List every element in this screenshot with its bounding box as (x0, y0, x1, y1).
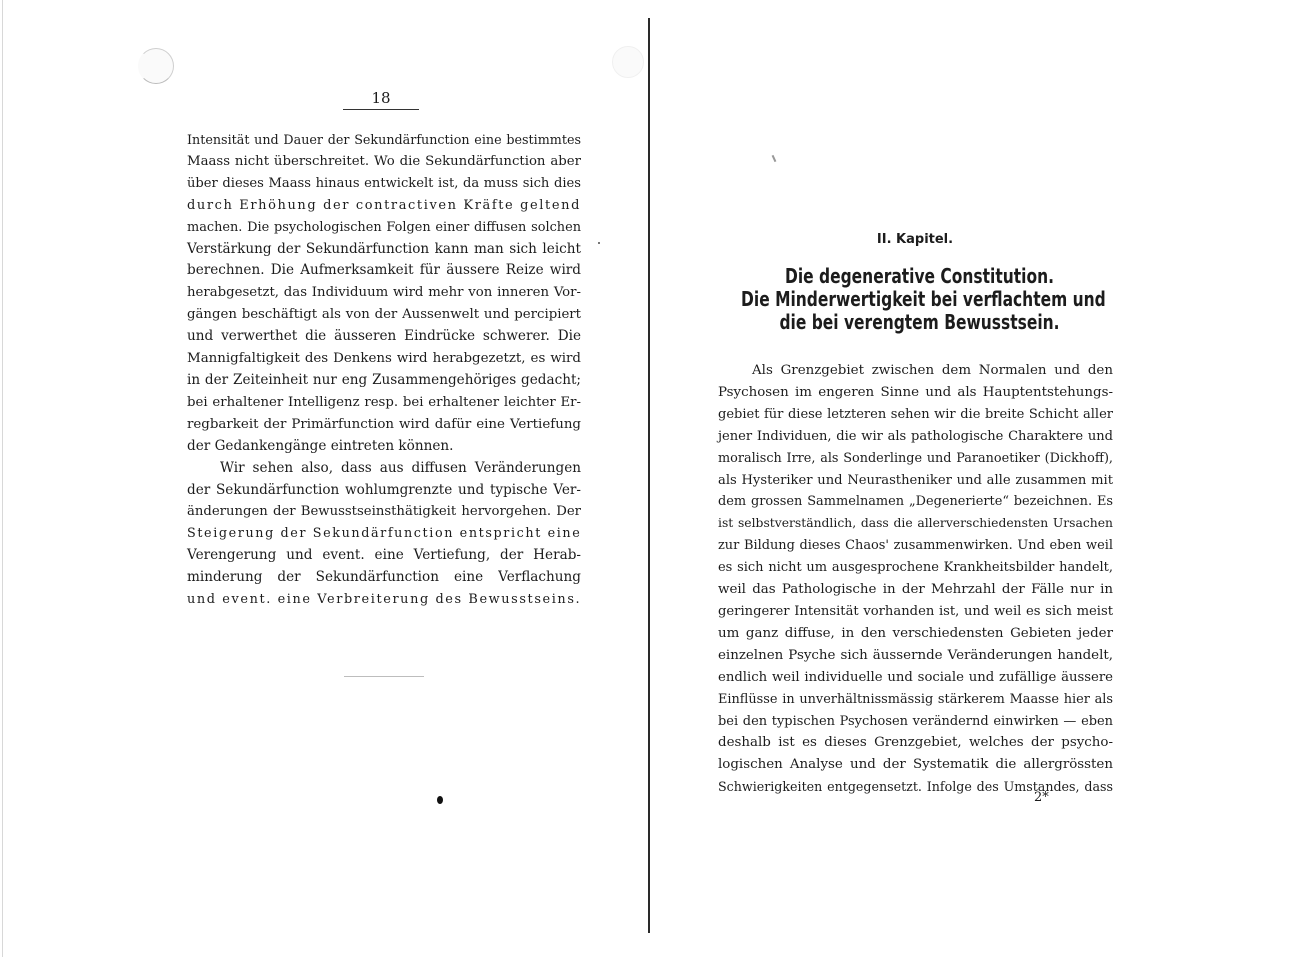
text-line: endlich weil individuelle und sociale und zufällige äussere (718, 669, 1113, 685)
text-line: Verstärkung der Sekundärfunction kann man sich leicht (187, 240, 581, 257)
title-line: die bei verengtem Bewusstsein. (779, 310, 1060, 334)
text-line: Maass nicht überschreitet. Wo die Sekundärfunction aber (187, 153, 581, 169)
text-line: berechnen. Die Aufmerksamkeit für äussere Reize wird (187, 262, 581, 279)
text-line: Verengerung und event. eine Vertiefung, der Herab- (187, 547, 581, 564)
text-line: weil das Pathologische in der Mehrzahl der Fälle nur in (718, 582, 1113, 598)
text-line: um ganz diffuse, in den verschiedensten Gebieten jeder (718, 625, 1113, 641)
text-line: deshalb ist es dieses Grenzgebiet, welches der psycho- (718, 735, 1113, 751)
text-line: dem grossen Sammelnamen „Degenerierte“ bezeichnen. Es (718, 494, 1113, 510)
text-line: geringerer Intensität vorhanden ist, und weil es sich meist (718, 603, 1113, 619)
text-line: in der Zeiteinheit nur eng Zusammengehöriges gedacht; (187, 371, 581, 388)
right-page-body (718, 360, 1113, 798)
text-line: änderungen der Bewusstseinsthätigkeit hervorgehen. Der (187, 504, 581, 520)
punch-hole-right (612, 46, 644, 78)
punch-hole-left (138, 48, 174, 84)
text-line: einzelnen Psyche sich äussernde Veränderungen handelt, (718, 647, 1113, 663)
text-line: Wir sehen also, dass aus diffusen Veränderungen (220, 459, 581, 476)
text-line: ist selbstverständlich, dass die allerverschiedensten Ursachen (718, 516, 1113, 531)
end-rule (344, 676, 424, 677)
text-line: Einflüsse in unverhältnissmässig stärkerem Maasse hier als (718, 691, 1113, 707)
text-line: Intensität und Dauer der Sekundärfunction eine bestimmtes (187, 132, 581, 147)
signature-mark: 2* (1034, 790, 1049, 805)
text-line: bei erhaltener Intelligenz resp. bei erhaltener leichter Er- (187, 394, 581, 410)
text-line: gängen beschäftigt als von der Aussenwelt und percipiert (187, 307, 581, 323)
text-line: bei den typischen Psychosen verändernd einwirken — eben (718, 713, 1113, 729)
text-line: minderung der Sekundärfunction eine Verflachung (187, 569, 581, 586)
text-line: jener Individuen, die wir als pathologische Charaktere und (718, 428, 1113, 444)
scan-edge (2, 0, 3, 957)
left-page-body (187, 129, 581, 611)
title-line: Die Minderwertigkeit bei verflachtem und (741, 287, 1106, 311)
text-line: der Gedankengänge eintreten können. (187, 437, 454, 454)
text-line: gebiet für diese letzteren sehen wir die breite Schicht aller (718, 406, 1113, 422)
text-line: Mannigfaltigkeit des Denkens wird herabgezetzt, es wird (187, 351, 581, 367)
chapter-label: II. Kapitel. (876, 232, 954, 247)
page-number: 18 (343, 88, 419, 110)
text-line: der Sekundärfunction wohlumgrenzte und typische Ver- (187, 481, 581, 498)
text-line: es sich nicht um ausgesprochene Krankheitsbilder handelt, (718, 560, 1113, 576)
text-line: Steigerung der Sekundärfunction entspricht eine (187, 526, 582, 542)
text-line: Schwierigkeiten entgegensetzt. Infolge des Umstandes, dass (718, 779, 1113, 795)
text-line: und event. eine Verbreiterung des Bewusstseins. (187, 592, 582, 608)
scan-speck (772, 155, 777, 162)
ink-dot (437, 796, 443, 804)
text-line: herabgesetzt, das Individuum wird mehr von inneren Vor- (187, 285, 581, 301)
text-line: als Hysteriker und Neurastheniker und alle zusammen mit (718, 472, 1113, 488)
text-line: machen. Die psychologischen Folgen einer diffusen solchen (187, 219, 581, 235)
text-line: regbarkeit der Primärfunction wird dafür eine Vertiefung (187, 416, 581, 432)
text-line: Psychosen im engeren Sinne und als Hauptentstehungs- (718, 384, 1113, 400)
scan-speck (598, 242, 600, 244)
text-line: durch Erhöhung der contractiven Kräfte geltend (187, 197, 581, 213)
text-line: moralisch Irre, als Sonderlinge und Paranoetiker (Dickhoff), (718, 450, 1113, 466)
title-line: Die degenerative Constitution. (784, 264, 1054, 288)
text-line: und verwerthet die äusseren Eindrücke schwerer. Die (187, 328, 581, 345)
page-gutter-divider (648, 18, 650, 933)
text-line: über dieses Maass hinaus entwickelt ist, da muss sich dies (187, 175, 581, 191)
text-line: Als Grenzgebiet zwischen dem Normalen und den (752, 363, 1113, 378)
text-line: zur Bildung dieses Chaos' zusammenwirken. Und eben weil (718, 538, 1113, 554)
chapter-title (741, 264, 1106, 334)
text-line: logischen Analyse und der Systematik die allergrössten (718, 757, 1113, 773)
